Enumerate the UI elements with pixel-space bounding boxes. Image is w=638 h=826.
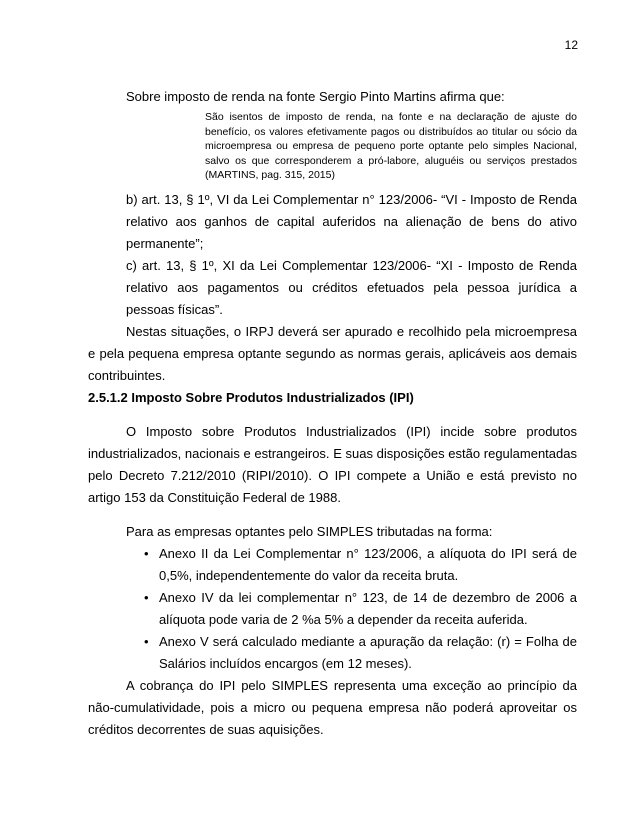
list-item-text: Anexo V será calculado mediante a apuração da relação: (r) = Folha de Salários incluídos encargos (em 12 meses). xyxy=(159,633,577,671)
bullet-icon: • xyxy=(144,545,149,561)
ipi-paragraph: O Imposto sobre Produtos Industrializados (IPI) incide sobre produtos industrializados, nacionais e estrangeiros. E suas disposições estão regulamentadas pelo Decreto 7.212/2010 (RIPI/2010). O IPI compete a União e está previsto no artigo 153 da Constituição Federal de 1988. xyxy=(88,423,577,505)
item-b: b) art. 13, § 1º, VI da Lei Complementar n° 123/2006- “VI - Imposto de Renda relativo aos ganhos de capital auferidos na alienação de bens do ativo permanente”; xyxy=(126,191,577,251)
item-c: c) art. 13, § 1º, XI da Lei Complementar 123/2006- “XI - Imposto de Renda relativo aos pagamentos ou créditos efetuados pela pessoa jurídica a pessoas físicas”. xyxy=(126,257,577,317)
page-number: 12 xyxy=(564,38,578,52)
legal-items xyxy=(88,189,577,321)
list-item xyxy=(88,631,577,675)
final-paragraph: A cobrança do IPI pelo SIMPLES representa uma exceção ao princípio da não-cumulatividade, pois a micro ou pequena empresa não poderá aproveitar os créditos decorrentes de suas aquisições. xyxy=(88,677,577,737)
bullet-icon: • xyxy=(144,633,149,649)
bullet-list xyxy=(88,543,577,675)
document-body xyxy=(88,86,577,741)
list-item-text: Anexo IV da lei complementar n° 123, de 14 de dezembro de 2006 a alíquota pode varia de 2 %a 5% a depender da receita auferida. xyxy=(159,589,577,627)
list-item xyxy=(88,543,577,587)
irpj-paragraph: Nestas situações, o IRPJ deverá ser apurado e recolhido pela microempresa e pela pequena empresa optante segundo as normas gerais, aplicáveis aos demais contribuintes. xyxy=(88,323,577,383)
section-heading: 2.5.1.2 Imposto Sobre Produtos Industrializados (IPI) xyxy=(88,389,414,405)
list-item xyxy=(88,587,577,631)
intro-paragraph: Sobre imposto de renda na fonte Sergio Pinto Martins afirma que: xyxy=(126,89,505,104)
bullet-icon: • xyxy=(144,589,149,605)
list-item-text: Anexo II da Lei Complementar n° 123/2006, a alíquota do IPI será de 0,5%, independentemente do valor da receita bruta. xyxy=(159,545,577,583)
block-quote: São isentos de imposto de renda, na fonte e na declaração de ajuste do benefício, os valores efetivamente pagos ou distribuídos ao titular ou sócio da microempresa ou empresa de pequeno porte optante pelo simples Nacional, salvo os que corresponderem a pró-labore, aluguéis ou serviços prestados (MARTINS, pag. 315, 2015) xyxy=(205,111,577,181)
list-intro: Para as empresas optantes pelo SIMPLES tributadas na forma: xyxy=(126,523,493,539)
